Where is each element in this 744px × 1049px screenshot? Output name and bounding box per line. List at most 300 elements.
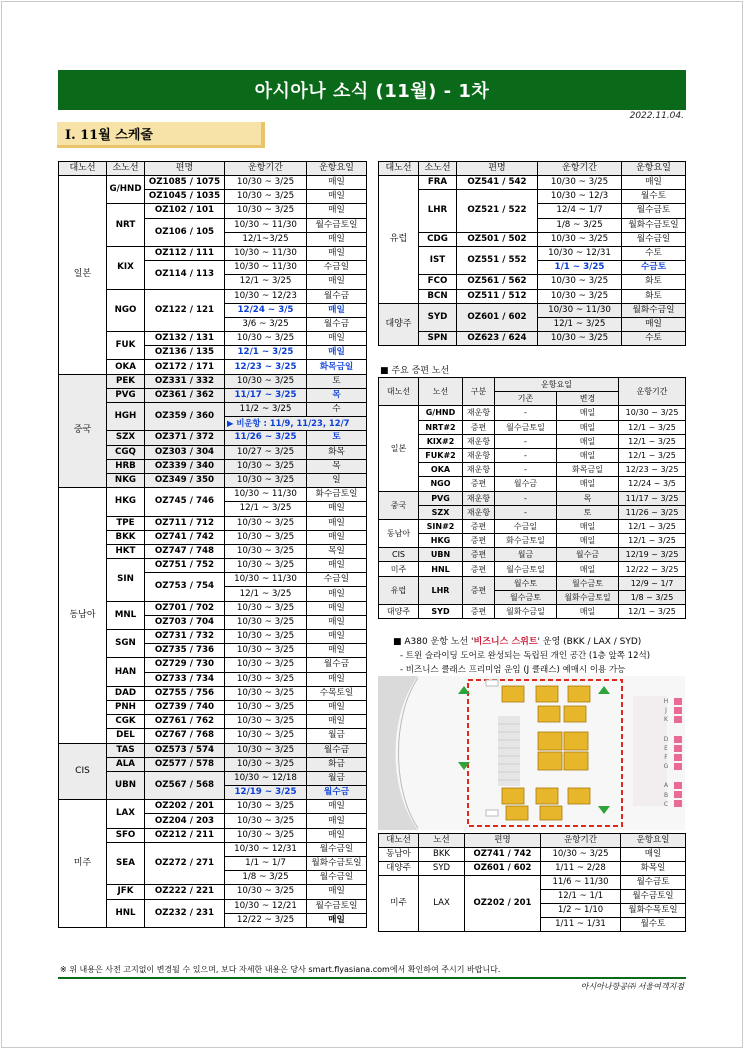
- days-cell: 수금일: [307, 261, 367, 275]
- days-cell: 월수토: [621, 918, 686, 932]
- days-cell: 매일: [307, 190, 367, 204]
- period-cell: 10/30 ~ 3/25: [225, 885, 307, 899]
- flight-cell: OZ222 / 221: [145, 885, 225, 899]
- col-route: 노선: [419, 834, 465, 848]
- days-cell: 매일: [307, 346, 367, 360]
- route-cell: FRA: [419, 176, 457, 190]
- days-cell: 매일: [307, 332, 367, 346]
- a380-title-highlight: 비즈니스 스위트: [473, 637, 538, 647]
- days-cell: 매일: [307, 559, 367, 573]
- region-cell: 미주: [379, 562, 419, 576]
- col-period: 운항기간: [538, 162, 622, 176]
- region-cell: 대양주: [379, 862, 419, 876]
- route-cell: SFO: [107, 828, 145, 842]
- days-cell: 월수금: [307, 658, 367, 672]
- period-cell: 10/30 ~ 3/25: [538, 232, 622, 246]
- days-cell: 수금토: [622, 261, 686, 275]
- flight-cell: OZ729 / 730: [145, 658, 225, 672]
- col-region: 대노선: [379, 378, 419, 406]
- period-cell: 12/9 ~ 1/7: [619, 576, 686, 590]
- flight-cell: OZ359 / 360: [145, 403, 225, 431]
- kind-cell: 증편: [463, 477, 495, 491]
- a380-title-suffix: ' 운영 (BKK / LAX / SYD): [537, 637, 642, 647]
- period-cell: 10/30 ~ 3/25: [619, 406, 686, 420]
- days-cell: 월화수금일: [622, 303, 686, 317]
- period-cell: 10/30 ~ 3/25: [225, 516, 307, 530]
- days-cell: 매일: [307, 885, 367, 899]
- route-cell: NRT#2: [419, 420, 463, 434]
- table-row: [379, 477, 686, 491]
- period-cell: 12/1 ~ 3/25: [619, 448, 686, 462]
- route-cell: CDG: [419, 232, 457, 246]
- period-cell: 11/17 ~ 3/25: [225, 388, 307, 402]
- route-cell: SZX: [419, 505, 463, 519]
- days-cell: 월수금: [307, 289, 367, 303]
- days-cell: 매일: [307, 303, 367, 317]
- before-cell: -: [495, 448, 557, 462]
- flight-cell: OZ303 / 304: [145, 445, 225, 459]
- route-cell: G/HND: [419, 406, 463, 420]
- route-cell: LAX: [107, 800, 145, 828]
- days-cell: 매일: [307, 530, 367, 544]
- flight-cell: OZ202 / 201: [145, 800, 225, 814]
- route-cell: TAS: [107, 743, 145, 757]
- flight-cell: OZ511 / 512: [457, 289, 538, 303]
- days-cell: 월금: [307, 771, 367, 785]
- region-cell: 유럽: [379, 176, 419, 304]
- days-cell: 화토: [622, 275, 686, 289]
- route-cell: OKA: [107, 360, 145, 374]
- table-row: [379, 463, 686, 477]
- days-cell: 매일: [307, 601, 367, 615]
- table-row: [379, 303, 686, 317]
- route-cell: SYD: [419, 303, 457, 331]
- col-region: 대노선: [59, 162, 107, 176]
- flight-cell: OZ731 / 732: [145, 630, 225, 644]
- route-cell: HKT: [107, 544, 145, 558]
- route-cell: KIX: [107, 246, 145, 289]
- route-cell: SPN: [419, 332, 457, 346]
- period-cell: 10/30 ~ 12/18: [225, 771, 307, 785]
- table-row: [379, 576, 686, 590]
- seat-letter: F: [664, 754, 668, 762]
- flight-cell: OZ761 / 762: [145, 715, 225, 729]
- change-cell: 화목금일: [557, 463, 619, 477]
- days-cell: 토: [307, 374, 367, 388]
- route-cell: FUK: [107, 332, 145, 360]
- kind-cell: 증편: [463, 534, 495, 548]
- route-cell: LAX: [419, 876, 465, 932]
- change-cell: 토: [557, 505, 619, 519]
- flight-cell: OZ753 / 754: [145, 573, 225, 601]
- kind-cell: 증편: [463, 605, 495, 619]
- schedule-table-left: [58, 161, 367, 928]
- days-cell: 토: [307, 431, 367, 445]
- a380-bullet-1: - 트윈 슬라이딩 도어로 완성되는 독립된 개인 공간 (1층 앞쪽 12석): [400, 651, 651, 661]
- note-cell: ▶ 비운항 : 11/9, 11/23, 12/7: [225, 417, 367, 431]
- route-cell: BKK: [107, 530, 145, 544]
- period-cell: 10/30 ~ 3/25: [225, 615, 307, 629]
- table-row: [379, 406, 686, 420]
- flight-cell: OZ331 / 332: [145, 374, 225, 388]
- table-row: [379, 289, 686, 303]
- a380-bullet-2: - 비즈니스 클래스 프리미엄 운임 (J 클래스) 예매시 이용 가능: [400, 665, 626, 675]
- before-cell: 월화수금일: [495, 605, 557, 619]
- flight-cell: OZ745 / 746: [145, 488, 225, 516]
- col-route: 노선: [419, 378, 463, 406]
- flight-cell: OZ701 / 702: [145, 601, 225, 615]
- change-cell: 월화수금토일: [557, 590, 619, 604]
- change-cell: 매일: [557, 477, 619, 491]
- table-header-row: [379, 378, 686, 392]
- increase-heading: ■ 주요 증편 노선: [380, 366, 450, 376]
- period-cell: 10/30 ~ 3/25: [225, 204, 307, 218]
- table-row: [59, 488, 367, 502]
- before-cell: 월수금: [495, 477, 557, 491]
- region-cell: CIS: [59, 743, 107, 800]
- before-cell: 월수금토일: [495, 420, 557, 434]
- region-cell: CIS: [379, 548, 419, 562]
- flight-cell: OZ751 / 752: [145, 559, 225, 573]
- route-cell: SYD: [419, 605, 463, 619]
- period-cell: 1/11 ~ 1/31: [541, 918, 621, 932]
- footer-note: ※ 위 내용은 사전 고지없이 변경될 수 있으며, 보다 자세한 내용은 당사 smart.flyasiana.com에서 확인하여 주시기 바랍니다.: [60, 965, 501, 974]
- region-cell: 미주: [379, 876, 419, 932]
- days-cell: 화목: [307, 445, 367, 459]
- period-cell: 12/24 ~ 3/5: [619, 477, 686, 491]
- table-row: [379, 176, 686, 190]
- kind-cell: 증편: [463, 420, 495, 434]
- flight-cell: OZ204 / 203: [145, 814, 225, 828]
- period-cell: 12/1~3/25: [225, 232, 307, 246]
- route-cell: LHR: [419, 190, 457, 233]
- days-cell: 매일: [621, 848, 686, 862]
- route-cell: NGO: [107, 289, 145, 332]
- period-cell: 10/30 ~ 11/30: [225, 246, 307, 260]
- route-cell: ALA: [107, 757, 145, 771]
- col-region: 대노선: [379, 162, 419, 176]
- flight-cell: OZ232 / 231: [145, 899, 225, 927]
- route-cell: CGK: [107, 715, 145, 729]
- region-cell: 일본: [379, 406, 419, 491]
- period-cell: 10/30 ~ 3/25: [225, 459, 307, 473]
- table-row: [59, 743, 367, 757]
- col-kind: 구분: [463, 378, 495, 406]
- route-cell: MNL: [107, 601, 145, 629]
- kind-cell: 증편: [463, 548, 495, 562]
- before-cell: -: [495, 505, 557, 519]
- period-cell: 12/1 ~ 3/25: [225, 587, 307, 601]
- seat-letter: K: [664, 716, 668, 724]
- route-cell: UBN: [107, 771, 145, 799]
- period-cell: 12/4 ~ 1/7: [538, 204, 622, 218]
- period-cell: 10/30 ~ 12/21: [225, 899, 307, 913]
- period-cell: 3/6 ~ 3/25: [225, 317, 307, 331]
- issue-date: 2022.11.04.: [629, 111, 684, 121]
- route-cell: PNH: [107, 700, 145, 714]
- change-cell: 매일: [557, 562, 619, 576]
- route-cell: NGO: [419, 477, 463, 491]
- route-cell: NRT: [107, 204, 145, 247]
- region-cell: 동남아: [379, 519, 419, 547]
- seat-letter: D: [663, 735, 669, 743]
- flight-cell: OZ541 / 542: [457, 176, 538, 190]
- route-cell: HRB: [107, 459, 145, 473]
- days-cell: 수목토일: [307, 686, 367, 700]
- flight-cell: OZ711 / 712: [145, 516, 225, 530]
- before-cell: 월수금토일: [495, 562, 557, 576]
- days-cell: 월화수목토일: [621, 904, 686, 918]
- period-cell: 10/30 ~ 12/3: [538, 190, 622, 204]
- days-cell: 매일: [307, 502, 367, 516]
- change-cell: 목: [557, 491, 619, 505]
- flight-cell: OZ573 / 574: [145, 743, 225, 757]
- period-cell: 1/11 ~ 2/28: [541, 862, 621, 876]
- days-cell: 일: [307, 473, 367, 487]
- period-cell: 11/26 ~ 3/25: [619, 505, 686, 519]
- period-cell: 10/30 ~ 3/25: [225, 700, 307, 714]
- period-cell: 10/30 ~ 12/31: [538, 246, 622, 260]
- days-cell: 월수금토일: [621, 890, 686, 904]
- period-cell: 10/30 ~ 11/30: [225, 218, 307, 232]
- days-cell: 매일: [622, 317, 686, 331]
- change-cell: 매일: [557, 406, 619, 420]
- period-cell: 1/1 ~ 3/25: [538, 261, 622, 275]
- period-cell: 10/30 ~ 11/30: [538, 303, 622, 317]
- region-cell: 중국: [59, 374, 107, 488]
- change-cell: 월수금토: [557, 576, 619, 590]
- before-cell: 수금일: [495, 519, 557, 533]
- flight-cell: OZ741 / 742: [465, 848, 541, 862]
- days-cell: 매일: [307, 715, 367, 729]
- flight-cell: OZ371 / 372: [145, 431, 225, 445]
- period-cell: 10/30 ~ 11/30: [225, 261, 307, 275]
- period-cell: 11/26 ~ 3/25: [225, 431, 307, 445]
- region-cell: 중국: [379, 491, 419, 519]
- stairs: [498, 716, 520, 786]
- period-cell: 10/30 ~ 3/25: [538, 275, 622, 289]
- days-cell: 목: [307, 388, 367, 402]
- period-cell: 11/6 ~ 11/30: [541, 876, 621, 890]
- region-cell: 대양주: [379, 605, 419, 619]
- period-cell: 1/1 ~ 1/7: [225, 857, 307, 871]
- period-cell: 11/17 ~ 3/25: [619, 491, 686, 505]
- flight-cell: OZ567 / 568: [145, 771, 225, 799]
- period-cell: 10/30 ~ 3/25: [225, 814, 307, 828]
- period-cell: 12/1 ~ 3/25: [225, 275, 307, 289]
- days-cell: 월화수금토일: [622, 218, 686, 232]
- table-row: [379, 246, 686, 260]
- flight-cell: OZ339 / 340: [145, 459, 225, 473]
- period-cell: 10/30 ~ 3/25: [225, 601, 307, 615]
- period-cell: 10/30 ~ 3/25: [225, 672, 307, 686]
- flight-cell: OZ521 / 522: [457, 190, 538, 233]
- days-cell: 월수금: [307, 317, 367, 331]
- route-cell: UBN: [419, 548, 463, 562]
- increase-table: [378, 377, 686, 619]
- before-cell: -: [495, 406, 557, 420]
- flight-cell: OZ747 / 748: [145, 544, 225, 558]
- change-cell: 매일: [557, 434, 619, 448]
- seat-letter: J: [665, 707, 667, 715]
- page-title: 아시아나 소식 (11월) - 1차: [58, 70, 686, 110]
- route-cell: SZX: [107, 431, 145, 445]
- footer-divider: [58, 977, 686, 979]
- period-cell: 10/30 ~ 3/25: [225, 559, 307, 573]
- schedule-table-right: [378, 161, 686, 346]
- period-cell: 10/30 ~ 3/25: [225, 473, 307, 487]
- col-before: 기존: [495, 392, 557, 406]
- table-row: [379, 862, 686, 876]
- region-cell: 동남아: [379, 848, 419, 862]
- period-cell: 10/30 ~ 3/25: [225, 190, 307, 204]
- flight-cell: OZ501 / 502: [457, 232, 538, 246]
- period-cell: 10/30 ~ 3/25: [225, 743, 307, 757]
- flight-cell: OZ361 / 362: [145, 388, 225, 402]
- period-cell: 10/30 ~ 3/25: [225, 800, 307, 814]
- route-cell: SGN: [107, 630, 145, 658]
- period-cell: 12/1 ~ 3/25: [619, 519, 686, 533]
- before-cell: 월금: [495, 548, 557, 562]
- before-cell: 월수금토: [495, 590, 557, 604]
- table-row: [379, 448, 686, 462]
- flight-cell: OZ114 / 113: [145, 261, 225, 289]
- days-cell: 수금일: [307, 573, 367, 587]
- kind-cell: 증편: [463, 576, 495, 604]
- route-cell: SIN#2: [419, 519, 463, 533]
- flight-cell: OZ703 / 704: [145, 615, 225, 629]
- route-cell: SYD: [419, 862, 465, 876]
- days-cell: 월수금토일: [307, 899, 367, 913]
- flight-cell: OZ102 / 101: [145, 204, 225, 218]
- kind-cell: 재운항: [463, 491, 495, 505]
- period-cell: 10/30 ~ 11/30: [225, 573, 307, 587]
- flight-cell: OZ601 / 602: [457, 303, 538, 331]
- period-cell: 10/30 ~ 3/25: [225, 644, 307, 658]
- period-cell: 12/1 ~ 1/1: [541, 890, 621, 904]
- route-cell: FUK#2: [419, 448, 463, 462]
- flight-cell: OZ739 / 740: [145, 700, 225, 714]
- period-cell: 12/1 ~ 3/25: [619, 605, 686, 619]
- route-cell: DEL: [107, 729, 145, 743]
- flight-cell: OZ112 / 111: [145, 246, 225, 260]
- col-period: 운항기간: [619, 378, 686, 406]
- col-days: 운항요일: [622, 162, 686, 176]
- table-header-row: [59, 162, 367, 176]
- col-flight: 편명: [145, 162, 225, 176]
- seat-letter: C: [663, 800, 669, 808]
- change-cell: 월수금: [557, 548, 619, 562]
- days-cell: 월수금토: [621, 876, 686, 890]
- before-cell: -: [495, 463, 557, 477]
- before-cell: 월수토: [495, 576, 557, 590]
- days-cell: 월수금: [307, 786, 367, 800]
- seat-column-letters: [661, 697, 671, 809]
- days-cell: 월수금일: [622, 232, 686, 246]
- before-cell: -: [495, 434, 557, 448]
- days-cell: 화토: [622, 289, 686, 303]
- period-cell: 10/30 ~ 3/25: [225, 715, 307, 729]
- region-cell: 미주: [59, 800, 107, 928]
- flight-cell: OZ551 / 552: [457, 246, 538, 274]
- flight-cell: OZ1085 / 1075: [145, 176, 225, 190]
- period-cell: 10/30 ~ 11/30: [225, 488, 307, 502]
- days-cell: 월수금일: [307, 871, 367, 885]
- period-cell: 10/30 ~ 12/31: [225, 842, 307, 856]
- kind-cell: 증편: [463, 562, 495, 576]
- col-period: 운항기간: [541, 834, 621, 848]
- col-flight: 편명: [465, 834, 541, 848]
- period-cell: 12/1 ~ 3/25: [619, 534, 686, 548]
- period-cell: 10/30 ~ 3/25: [225, 630, 307, 644]
- table-row: [379, 420, 686, 434]
- days-cell: 매일: [307, 275, 367, 289]
- flight-cell: OZ561 / 562: [457, 275, 538, 289]
- days-cell: 매일: [307, 176, 367, 190]
- route-cell: HAN: [107, 658, 145, 686]
- period-cell: 10/30 ~ 3/25: [538, 332, 622, 346]
- seat-letter: G: [663, 763, 669, 771]
- col-route: 소노선: [107, 162, 145, 176]
- table-row: [379, 332, 686, 346]
- flight-cell: OZ349 / 350: [145, 473, 225, 487]
- period-cell: 10/30 ~ 3/25: [538, 176, 622, 190]
- period-cell: 12/1 ~ 3/25: [538, 317, 622, 331]
- table-row: [379, 491, 686, 505]
- flight-cell: OZ767 / 768: [145, 729, 225, 743]
- footer-company: 아시아나항공㈜ 서울여객지점: [580, 982, 684, 991]
- days-cell: 매일: [307, 246, 367, 260]
- flight-cell: OZ741 / 742: [145, 530, 225, 544]
- period-cell: 12/23 ~ 3/25: [619, 463, 686, 477]
- days-cell: 매일: [307, 587, 367, 601]
- route-cell: PVG: [107, 388, 145, 402]
- seat-letter: A: [663, 782, 669, 790]
- flight-cell: OZ623 / 624: [457, 332, 538, 346]
- table-row: [59, 800, 367, 814]
- period-cell: 12/19 ~ 3/25: [225, 786, 307, 800]
- a380-seat-map: [378, 676, 685, 830]
- period-cell: 10/30 ~ 3/25: [538, 289, 622, 303]
- flight-cell: OZ132 / 131: [145, 332, 225, 346]
- route-cell: LHR: [419, 576, 463, 604]
- kind-cell: 재운항: [463, 448, 495, 462]
- days-cell: 매일: [307, 630, 367, 644]
- route-cell: SEA: [107, 842, 145, 885]
- period-cell: 12/19 ~ 3/25: [619, 548, 686, 562]
- days-cell: 화목금일: [307, 360, 367, 374]
- period-cell: 12/1 ~ 3/25: [225, 502, 307, 516]
- flight-cell: OZ1045 / 1035: [145, 190, 225, 204]
- period-cell: 12/23 ~ 3/25: [225, 360, 307, 374]
- route-cell: FCO: [419, 275, 457, 289]
- table-row: [379, 519, 686, 533]
- before-cell: -: [495, 491, 557, 505]
- flight-cell: OZ601 / 602: [465, 862, 541, 876]
- days-cell: 월수토: [622, 190, 686, 204]
- route-cell: HGH: [107, 403, 145, 431]
- route-cell: KIX#2: [419, 434, 463, 448]
- period-cell: 10/30 ~ 3/25: [225, 530, 307, 544]
- period-cell: 12/1 ~ 3/25: [619, 434, 686, 448]
- region-cell: 유럽: [379, 576, 419, 604]
- table-row: [59, 374, 367, 388]
- period-cell: 12/22 ~ 3/25: [225, 913, 307, 927]
- col-days: 운항요일: [307, 162, 367, 176]
- flight-cell: OZ172 / 171: [145, 360, 225, 374]
- days-cell: 월수금토일: [307, 218, 367, 232]
- days-cell: 매일: [307, 516, 367, 530]
